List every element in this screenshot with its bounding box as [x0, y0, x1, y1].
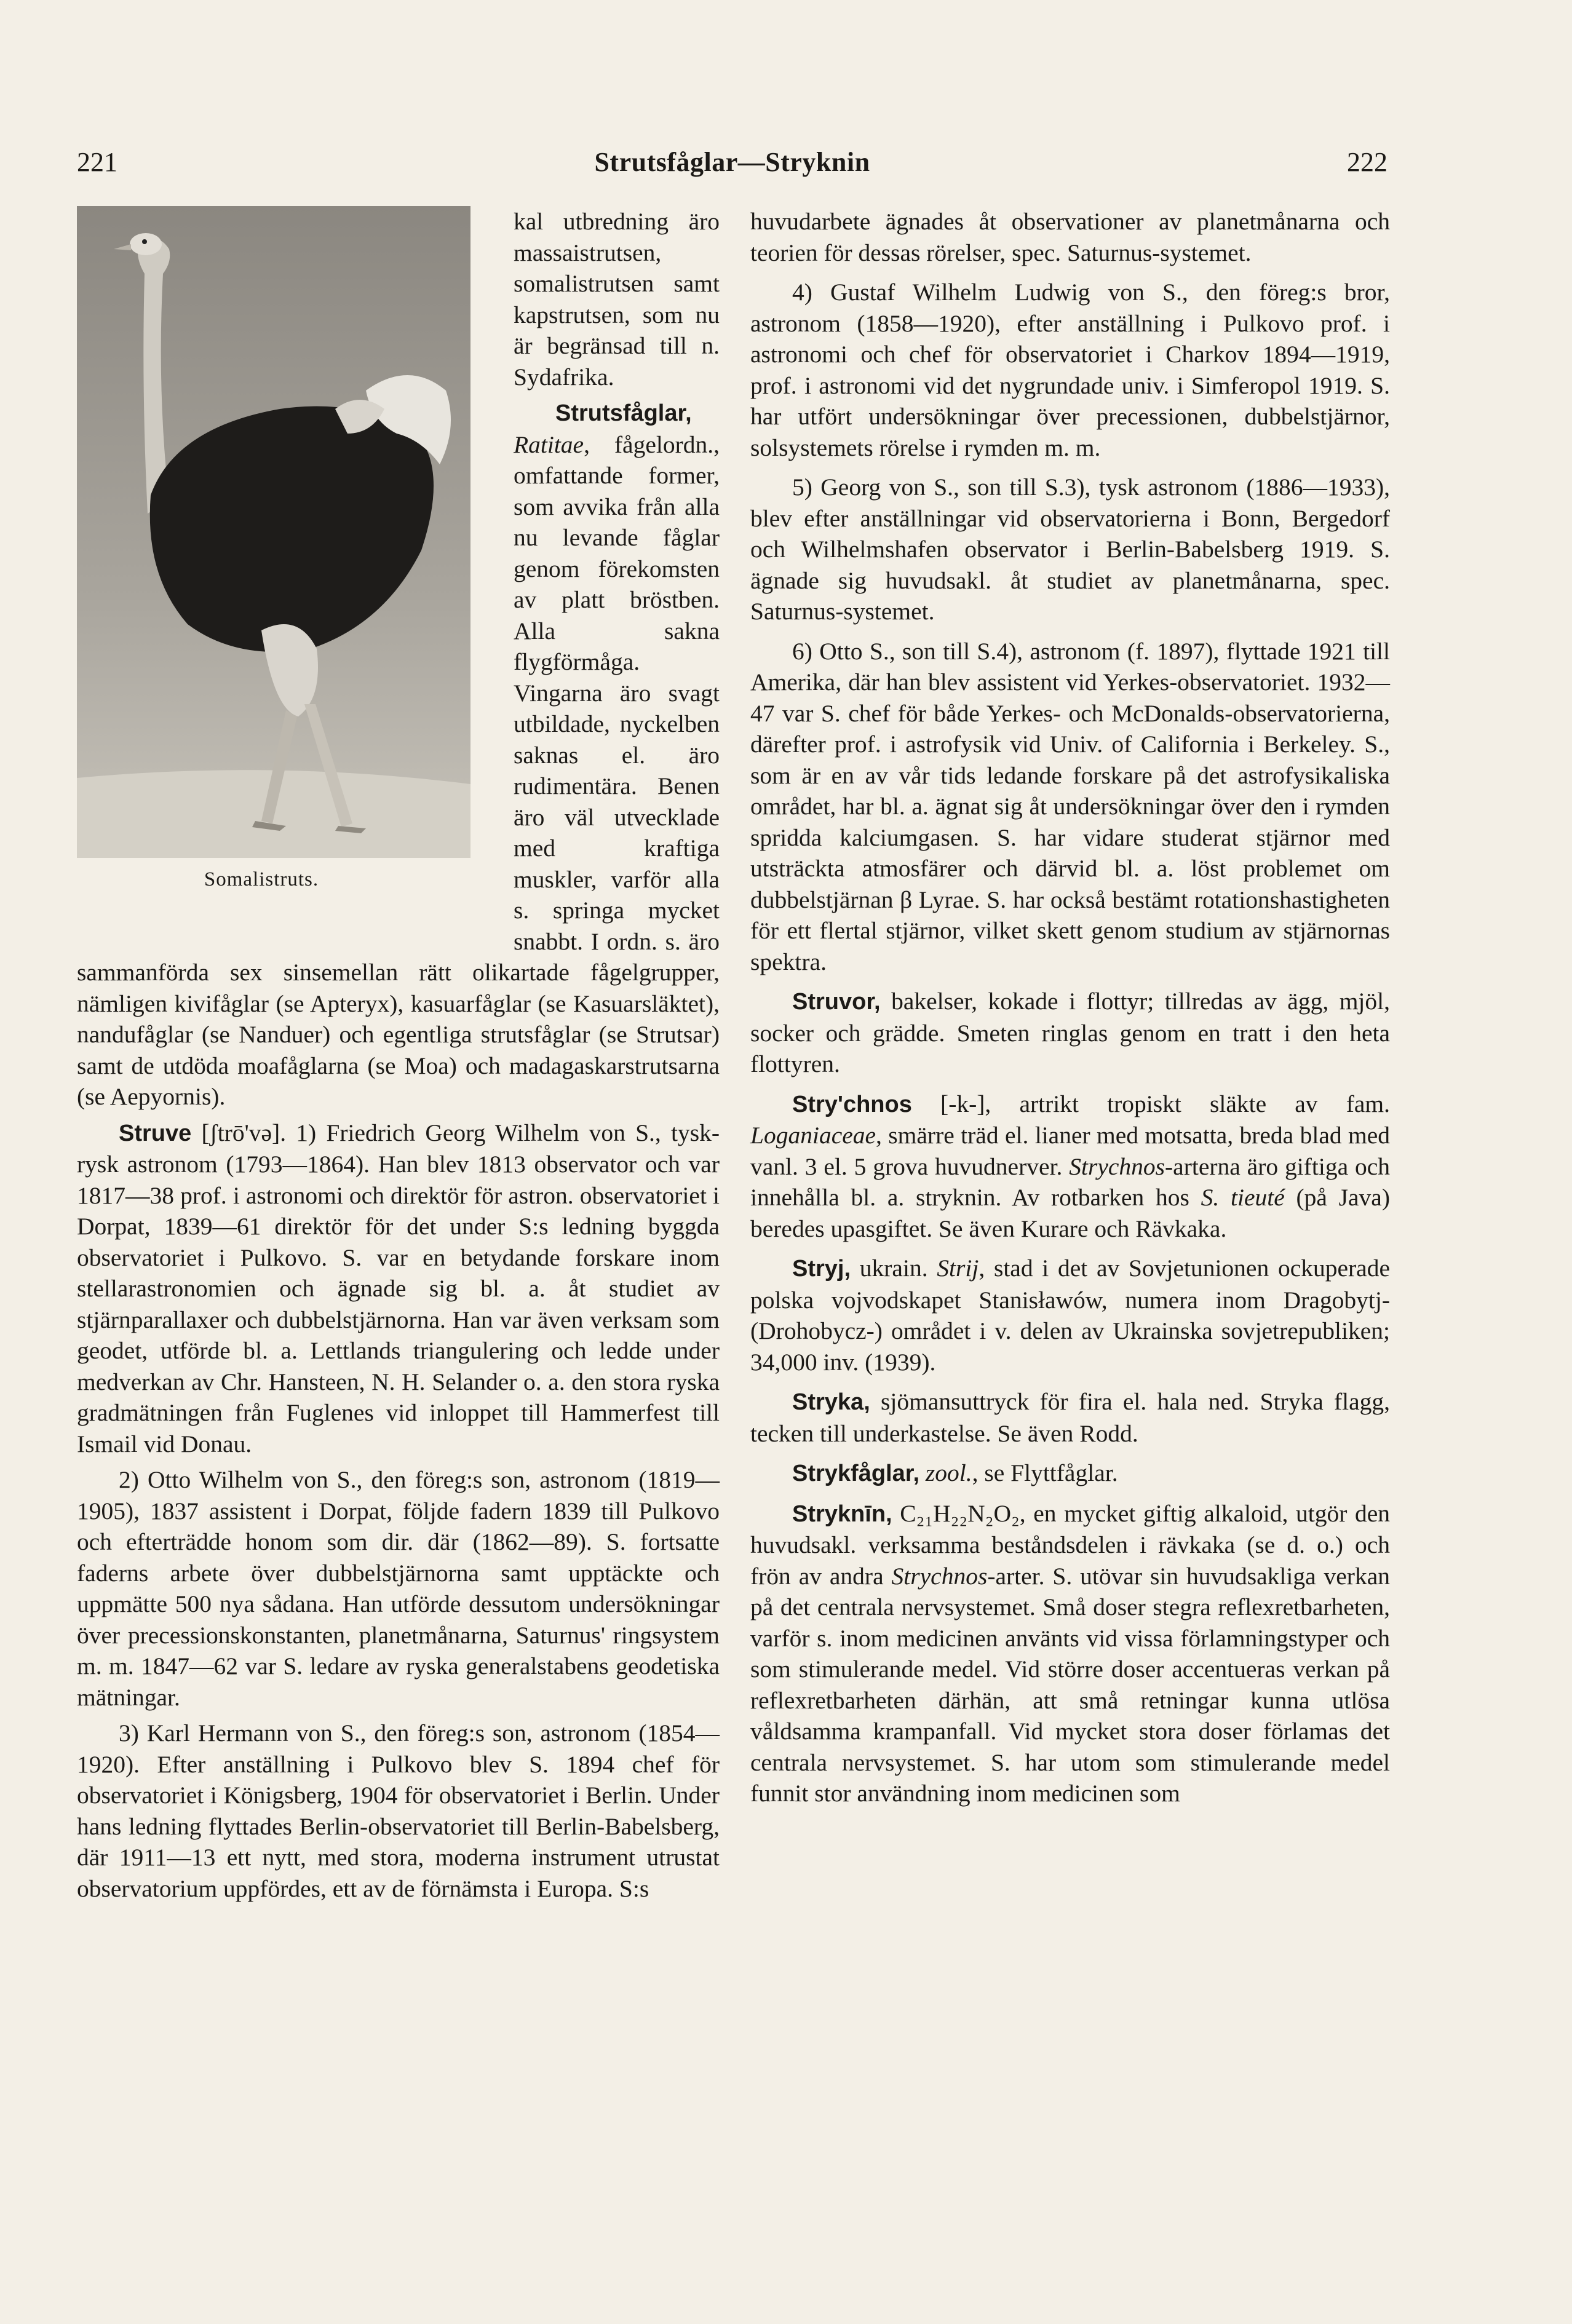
entry-strychnos	[750, 1089, 1390, 1245]
page-number-left: 221	[77, 147, 117, 177]
latin-term: Loganiaceae	[750, 1122, 876, 1149]
paragraph-ostrich-range: kal utbredning äro massaistrutsen, somalistrutsen samt kapstrutsen, som nu är begränsad till n. Sydafrika.	[514, 208, 720, 391]
latin-term: Strychnos	[891, 1562, 988, 1590]
latin-term: Ratitae	[514, 430, 584, 458]
entry-stryj	[750, 1253, 1390, 1378]
entry-body: , se Flyttfåglar.	[972, 1459, 1118, 1486]
entry-struve	[77, 1117, 720, 1460]
entry-body: -arter. S. utövar sin huvudsakliga verkan på det centrala nervsystemet. Små doser stegra reflexretbarheten, varför s. inom medicinen använts vid vissa förlamningstyper och som stimulerande medel. Vid större doser accentueras verkan på reflexretbarheten därhän, att små retningar kunna utlösa våldsamma krampanfall. Vid mycket stora doser förlamas det centrala nervsystemet. S. har utom som stimulerande medel funnit stor användning inom medicinen som	[750, 1562, 1390, 1807]
entry-body: , smärre träd el. lianer med motsatta, breda blad med vanl. 3 el. 5 grova huvudnerver.	[750, 1122, 1390, 1180]
paragraph-continuation: huvudarbete ägnades åt observationer av planetmånarna och teorien för dessas rörelser, spec. Saturnus-systemet.	[750, 208, 1390, 266]
headword: Stry'chnos	[792, 1091, 912, 1117]
entry-struve-4: 4) Gustaf Wilhelm Ludwig von S., den föreg:s bror, astronom (1858—1920), efter anställning i Pulkovo prof. i astronomi och chef för observatoriet i Charkov 1894—1919, prof. i astronomi vid det nygrundade univ. i Simferopol 1919. S. har utfört undersökningar över precessionen, dubbelstjärnor, solsystemets rörelse i rymden m. m.	[750, 279, 1390, 461]
page-number-right: 222	[1347, 147, 1387, 177]
entry-body: , fågelordn., omfattande former, som avvika från alla nu levande fåglar genom förekomsten av platt bröstben. Alla sakna flygförmåga. Vingarna äro svagt utbildade, nyckelben saknas el. äro rudimentära. Benen äro väl utvecklade med kraftiga muskler, varför alla s. springa mycket snabbt. I ordn. s. äro sammanförda sex sinsemellan rätt olikartade fågelgrupper, nämligen kivifåglar (se Apteryx), kasuarfåglar (se Kasuarsläktet), nandufåglar (se Nanduer) och egentliga strutsfåglar (se Strutsar) samt de utdöda moafåglarna (se Moa) och madagaskarstrutsarna (se Aepyornis).	[77, 430, 720, 1110]
ostrich-photo	[77, 206, 470, 858]
entry-body: -arterna äro giftiga och innehålla bl. a. stryknin. Av rotbarken hos	[750, 1152, 1390, 1211]
headword: Struvor,	[792, 989, 881, 1015]
headword: Strykfåglar,	[792, 1461, 919, 1486]
entry-body: [-k-], artrikt tropiskt släkte av fam.	[911, 1090, 1390, 1117]
headword: Strutsfåglar,	[555, 400, 692, 426]
header-title: Strutsfåglar—Stryknin	[594, 147, 870, 177]
entry-struvor	[750, 986, 1390, 1080]
left-column	[77, 206, 720, 1909]
headword: Stryknīn,	[792, 1501, 892, 1527]
entry-body: bakelser, kokade i flottyr; tillredas av ägg, mjöl, socker och grädde. Smeten ringlas genom en tratt i den heta flottyren.	[750, 988, 1390, 1077]
entry-stryka	[750, 1386, 1390, 1449]
figure-caption: Somalistruts.	[204, 868, 319, 890]
latin-term: Strij	[937, 1255, 979, 1282]
headword: Struve	[119, 1120, 192, 1146]
latin-term: zool.	[925, 1459, 972, 1486]
entry-body: (på Java) beredes upasgiftet. Se även Kurare och Rävkaka.	[750, 1184, 1390, 1242]
entry-body: C₂₁H₂₂N₂O₂, en mycket giftig alkaloid, utgör den huvudsakl. verksamma beståndsdelen i rävkaka (se d. o.) och frön av andra	[750, 1499, 1390, 1590]
ostrich-figure	[77, 206, 489, 926]
latin-term: Strychnos	[1069, 1152, 1165, 1180]
entry-body: , stad i det av Sovjetunionen ockuperade polska vojvodskapet Stanisławów, numera inom Dragobytj-(Drohobycz-) området i v. delen av Ukrainska sovjetrepubliken; 34,000 inv. (1939).	[750, 1255, 1390, 1376]
right-column	[750, 206, 1390, 1818]
running-header	[77, 146, 1387, 183]
entry-body: [ʃtrō'və]. 1) Friedrich Georg Wilhelm von S., tysk-rysk astronom (1793—1864). Han blev 1813 observator och var 1817—38 prof. i astronomi och direktör för astron. observatoriet i Dorpat, 1839—61 direktör för det under S:s ledning byggda observatoriet i Pulkovo. S. var en betydande forskare inom stellarastronomien och ägnade sig bl. a. åt studiet av stjärnparallaxer och dubbelstjärnorna. Han var även verksam som geodet, utförde bl. a. Lettlands triangulering och ledde under medverkan av Chr. Hansteen, N. H. Selander o. a. den stora ryska gradmätningen från Fuglenes vid inloppet till Hammerfest till Ismail vid Donau.	[77, 1119, 720, 1457]
latin-term: S. tieuté	[1201, 1184, 1285, 1211]
entry-strykfaglar	[750, 1457, 1390, 1489]
entry-body: sjömansuttryck för fira el. hala ned. Stryka flagg, tecken till underkastelse. Se även Rodd.	[750, 1388, 1390, 1447]
entry-struve-3: 3) Karl Hermann von S., den föreg:s son, astronom (1854—1920). Efter anställning i Pulkovo blev S. 1894 chef för observatoriet i Königsberg, 1904 för observatoriet i Berlin. Under hans ledning flyttades Berlin-observatoriet till Berlin-Babelsberg, där 1911—13 ett nytt, med stora, moderna instrument utrustat observatorium uppfördes, ett av de förnämsta i Europa. S:s	[77, 1719, 720, 1902]
entry-body: ukrain.	[851, 1255, 937, 1282]
entry-stryknin	[750, 1498, 1390, 1809]
entry-struve-6: 6) Otto S., son till S.4), astronom (f. 1897), flyttade 1921 till Amerika, där han blev assistent vid Yerkes-observatoriet. 1932—47 var S. chef för både Yerkes- och McDonalds-observatorierna, därefter prof. i astrofysik vid Univ. of California i Berkeley. S., som är en av vår tids ledande forskare på det astrofysikaliska området, har bl. a. ägnat sig åt undersökningar över den i rymden spridda kalciumgasen. S. har vidare studerat stjärnor med utsträckta atmosfärer och därvid bl. a. löst problemet om dubbelstjärnan β Lyrae. S. har också bestämt rotationshastigheten för ett flertal stjärnor, vilket skett genom studium av stjärnornas spektra.	[750, 637, 1390, 975]
entry-struve-5: 5) Georg von S., son till S.3), tysk astronom (1886—1933), blev efter anställningar vid observatorierna i Bonn, Bergedorf och Wilhelmshafen observator i Berlin-Babelsberg 1919. S. ägnade sig huvudsakl. åt studiet av planetmånarna, spec. Saturnus-systemet.	[750, 474, 1390, 625]
entry-struve-2: 2) Otto Wilhelm von S., den föreg:s son, astronom (1819—1905), 1837 assistent i Dorpat, följde fadern 1839 till Pulkovo och efterträdde honom som dir. där (1862—89). S. fortsatte faderns arbete över dubbelstjärnorna samt upptäckte och uppmätte 500 nya sådana. Han utförde dessutom undersökningar över precessionskonstanten, planetmånarna, Saturnus' ringsystem m. m. 1847—62 var S. ledare av ryska generalstabens geodetiska mätningar.	[77, 1466, 720, 1711]
headword: Stryj,	[792, 1256, 851, 1282]
headword: Stryka,	[792, 1389, 870, 1415]
